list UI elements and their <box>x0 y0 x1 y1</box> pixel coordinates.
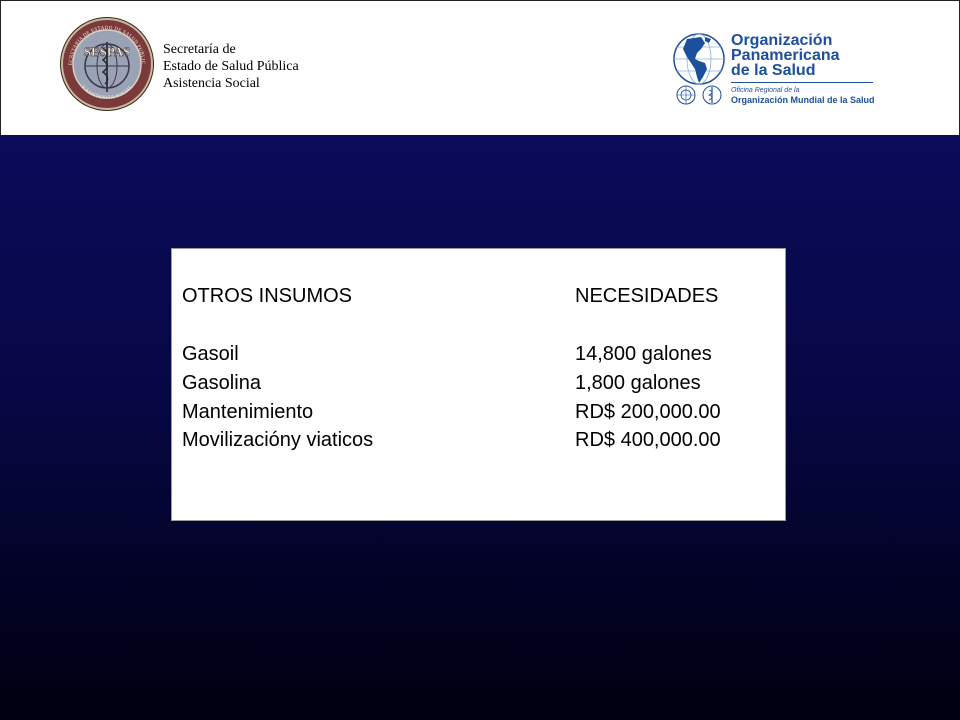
ops-name-line: Organización <box>731 32 833 49</box>
americas-globe-icon <box>671 31 727 87</box>
ministry-line: Estado de Salud Pública <box>163 59 299 74</box>
item-cell: Mantenimiento <box>182 401 314 423</box>
ministry-line: Secretaría de <box>163 42 236 57</box>
ops-subtitle <box>731 86 875 106</box>
ministry-name <box>163 41 299 92</box>
item-cell: Gasolina <box>182 372 261 394</box>
need-cell: 14,800 galones <box>575 343 712 365</box>
need-cell: 1,800 galones <box>575 372 701 394</box>
un-who-emblems-icon <box>675 84 727 106</box>
need-cell: RD$ 400,000.00 <box>575 429 721 451</box>
table-row <box>182 372 701 402</box>
column-header-item: OTROS INSUMOS <box>182 285 353 307</box>
seal-bottom-text: Y ASISTENCIA SOCIAL <box>79 84 135 101</box>
ops-name-line: de la Salud <box>731 62 816 79</box>
header-banner <box>0 0 960 135</box>
ops-subtitle-line: Oficina Regional de la <box>731 87 800 94</box>
item-cell: Movilizacióny viaticos <box>182 429 374 451</box>
seal-top-text: ECRETARIA DE ESTADO DE SALUD PUBLIC <box>68 25 146 66</box>
seal-acronym: SESPAS <box>83 44 131 59</box>
ops-name-line: Panamericana <box>731 47 840 64</box>
ops-logo <box>671 31 881 111</box>
table-row <box>182 401 721 431</box>
column-header-need: NECESIDADES <box>575 285 719 307</box>
table-row <box>182 429 721 459</box>
ops-subtitle-line: Organización Mundial de la Salud <box>731 95 875 105</box>
need-cell: RD$ 200,000.00 <box>575 401 721 423</box>
sespas-seal-logo <box>59 16 155 112</box>
table-header-row <box>182 285 719 315</box>
ops-name <box>731 33 840 78</box>
ops-divider <box>731 82 873 83</box>
item-cell: Gasoil <box>182 343 239 365</box>
ministry-line: Asistencia Social <box>163 76 260 91</box>
table-row <box>182 343 712 373</box>
insumos-table <box>171 248 786 521</box>
